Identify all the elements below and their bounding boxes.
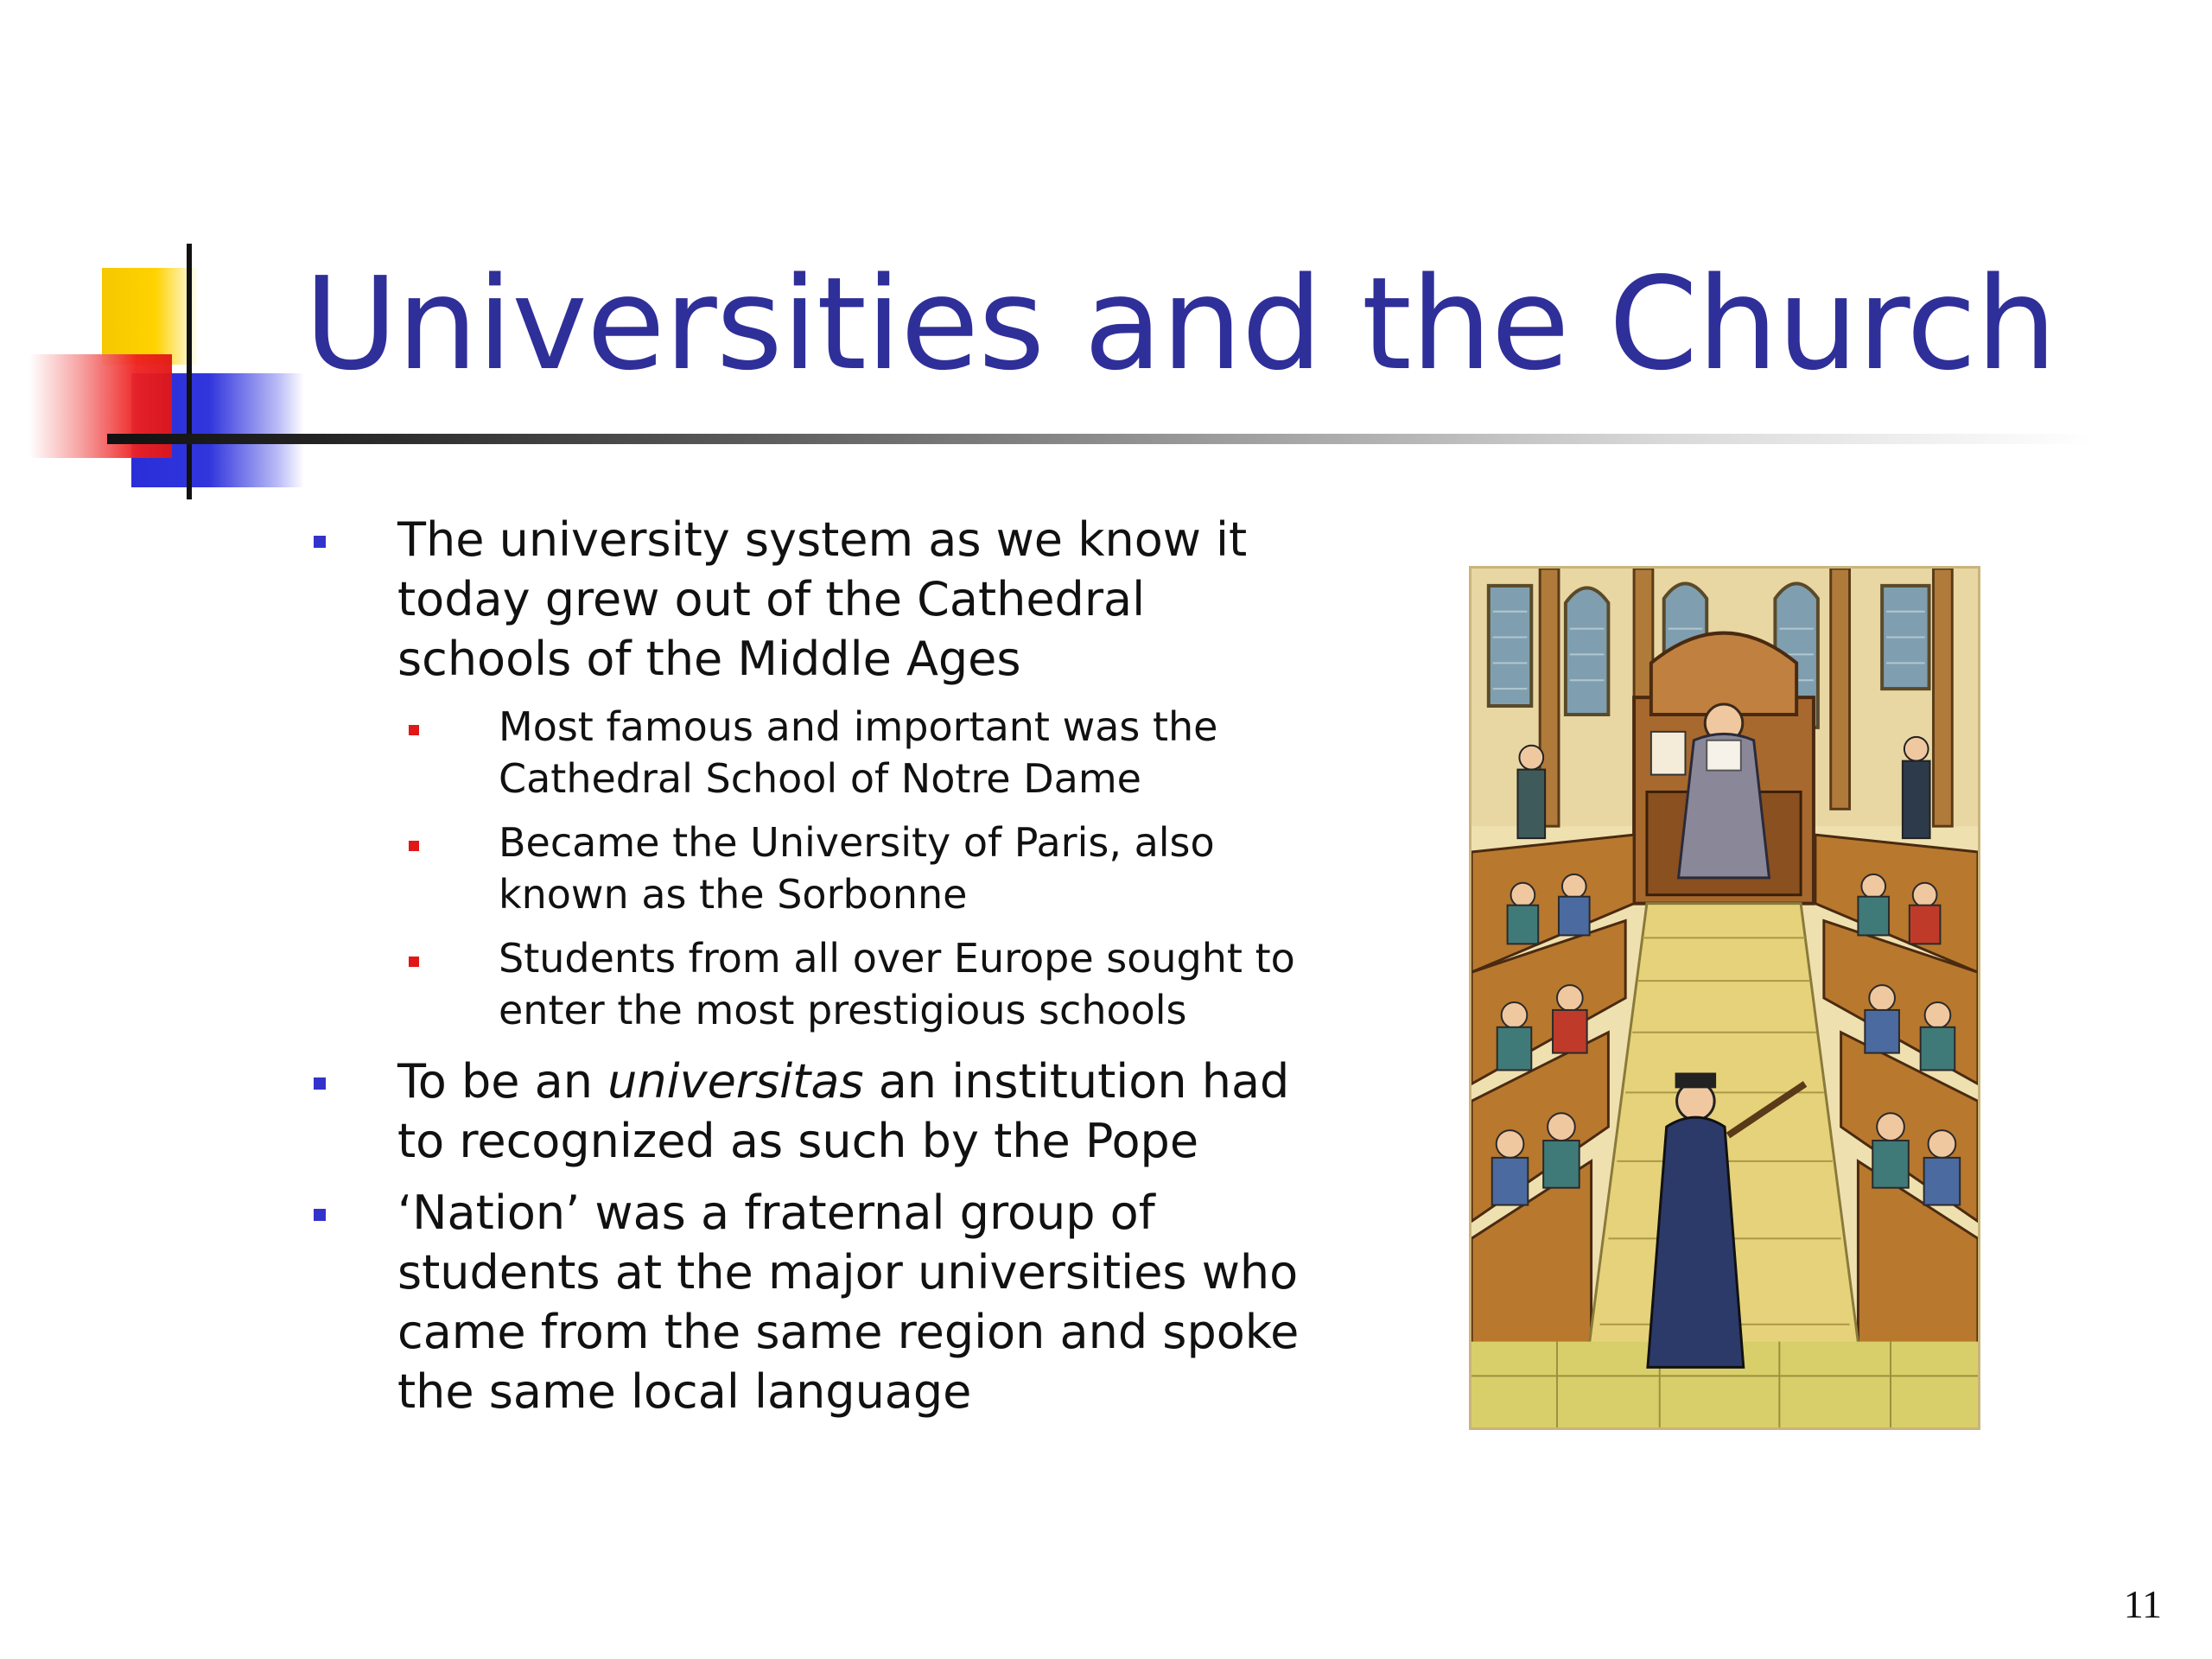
lecture-hall-drawing: [1471, 569, 1978, 1427]
sub-bullet-text: Became the University of Paris, also known as the Sorbonne: [499, 819, 1215, 918]
bullet-item: [307, 1052, 1326, 1171]
slide-body: [307, 510, 1326, 1433]
sub-bullet-square-icon: [409, 957, 419, 967]
bullet-text-italic: universitas: [607, 1054, 864, 1109]
sub-bullet-item: [402, 817, 1326, 920]
sub-bullet-item: [402, 932, 1326, 1036]
page-number: 11: [2123, 1582, 2162, 1626]
sub-bullet-square-icon: [409, 841, 419, 851]
slide-title: Universities and the Church: [304, 250, 2056, 398]
bullet-item: [307, 1183, 1326, 1421]
bullet-text: The university system as we know it today grew out of the Cathedral schools of the Middle Ages: [397, 512, 1248, 686]
logo-vertical-line: [187, 244, 192, 499]
sub-bullet-item: [402, 701, 1326, 804]
bullet-text-part: an institution had to recognized as such by the Pope: [397, 1054, 1290, 1168]
bullet-text-part: To be an: [397, 1054, 608, 1109]
sub-bullet-square-icon: [409, 725, 419, 735]
bullet-item: [307, 510, 1326, 689]
sub-bullet-list: [307, 701, 1326, 1036]
bullet-square-icon: [314, 1077, 326, 1090]
bullet-text: [397, 1054, 1289, 1168]
logo-yellow-square: [102, 268, 199, 365]
title-underline-rule: [107, 434, 2094, 444]
bullet-square-icon: [314, 536, 326, 548]
sub-bullet-text: Students from all over Europe sought to enter the most prestigious schools: [499, 935, 1295, 1033]
sub-bullet-text: Most famous and important was the Cathedral School of Notre Dame: [499, 703, 1218, 802]
bullet-text: ‘Nation’ was a fraternal group of students at the major universities who came from the same region and spoke the same local language: [397, 1185, 1300, 1419]
medieval-lecture-illustration: [1469, 566, 1980, 1430]
bullet-square-icon: [314, 1209, 326, 1221]
